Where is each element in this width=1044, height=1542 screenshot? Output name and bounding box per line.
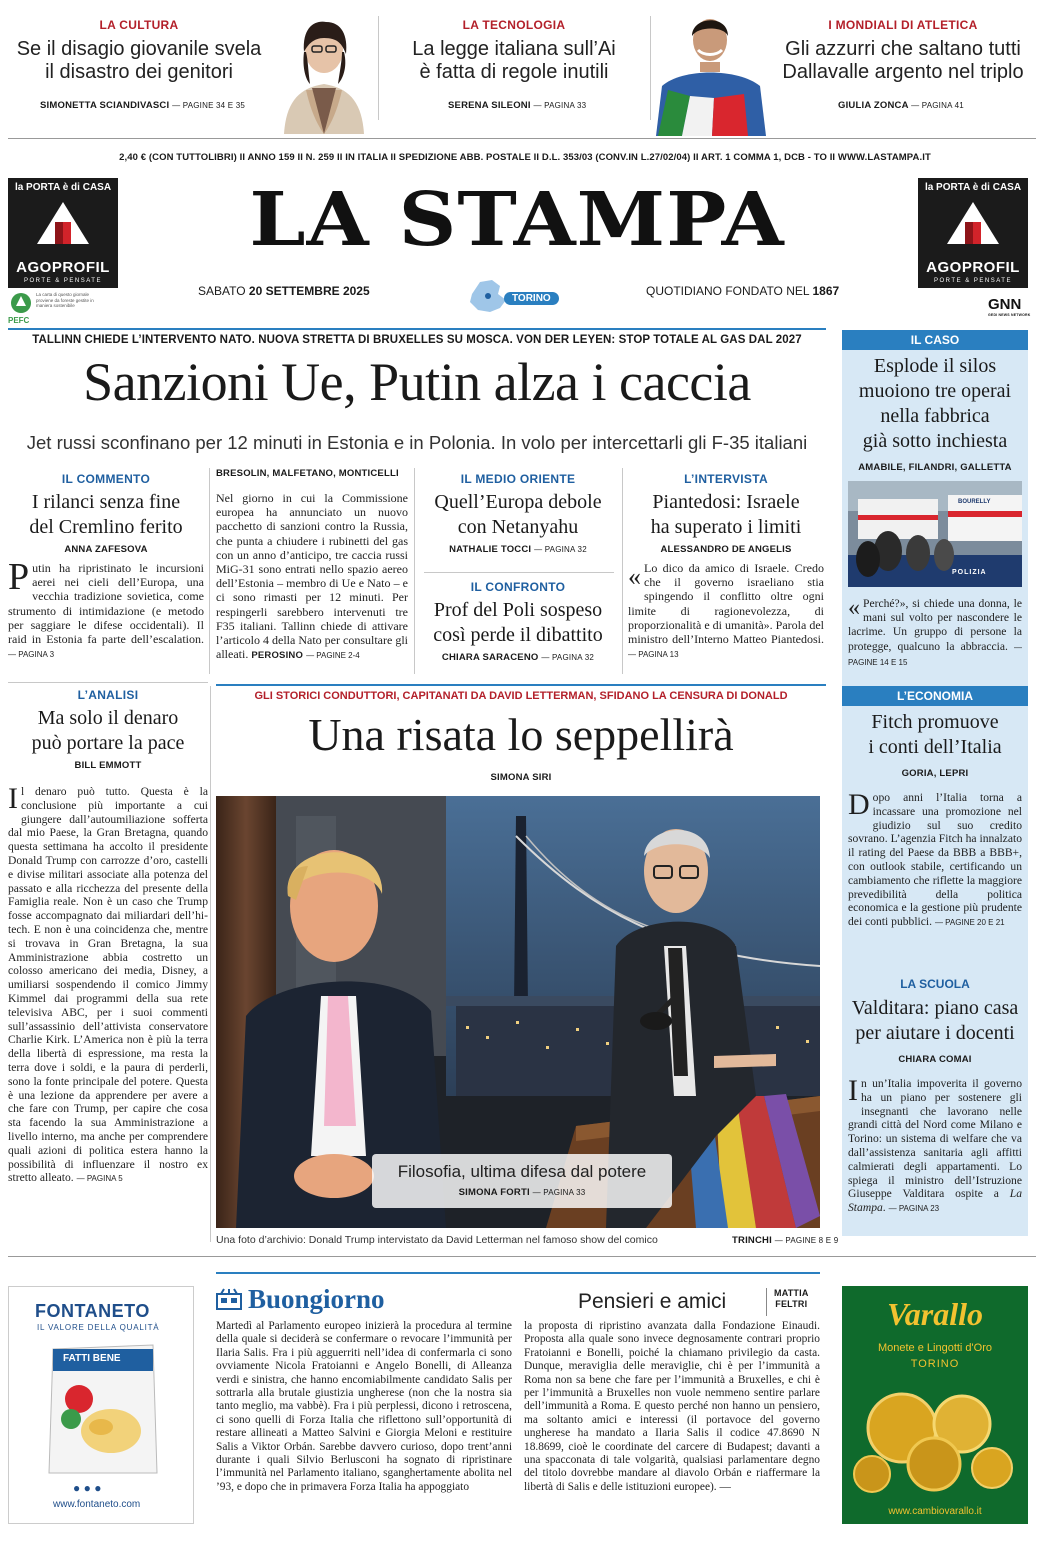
top-rule — [8, 138, 1036, 139]
title-line: del Cremlino ferito — [29, 516, 183, 538]
intervista-title — [628, 490, 824, 540]
philosophy-teaser-byline — [372, 1187, 672, 1198]
title-line: Fitch promuove — [871, 711, 999, 733]
confronto-article[interactable] — [418, 574, 618, 674]
title-line: Valditara: piano casa — [851, 997, 1019, 1019]
il-caso-kicker: IL CASO — [842, 330, 1028, 350]
right-sidebar — [842, 330, 1028, 1236]
page-ref: — PAGINE 8 E 9 — [774, 1236, 839, 1245]
title-line: Prof del Poli sospeso — [433, 599, 603, 621]
quote-mark: « — [848, 595, 860, 621]
letterman-overline: GLI STORICI CONDUTTORI, CAPITANATI DA DAVID LETTERMAN, SFIDANO LA CENSURA DI DONALD — [254, 690, 788, 702]
buongiorno-author — [774, 1288, 809, 1310]
title-line: Esplode il silos — [873, 355, 997, 377]
letterman-author: SIMONA SIRI — [490, 772, 552, 783]
analisi-kicker: L’ANALISI — [77, 688, 139, 702]
title-line: già sotto inchiesta — [862, 430, 1008, 452]
author: NATHALIE TOCCI — [449, 544, 532, 555]
page-ref: — PAGINA 32 — [541, 653, 595, 662]
body-text: utin ha ripristinato le incursioni aerei nei cieli dell’Europa, una vecchia tradizione sovietica, come strumento di intimidazione (e metodo per saggiare le difese occidentali). Il raid in Estonia fa parte dell’escalation. — [8, 561, 204, 647]
varallo-sub1: Monete e Lingotti d'Oro — [877, 1342, 992, 1354]
masthead-logo[interactable] — [190, 172, 844, 268]
founded-line — [646, 284, 839, 298]
lead-headline[interactable]: Sanzioni Ue, Putin alza i caccia — [83, 352, 751, 412]
analisi-author: BILL EMMOTT — [74, 760, 142, 771]
news-byline: BRESOLIN, MALFETANO, MONTICELLI — [216, 468, 399, 479]
ad-brand: AGOPROFIL — [926, 259, 1020, 276]
buongiorno-title: Buongiorno — [248, 1284, 385, 1314]
instagram-icon[interactable]: ● — [83, 1481, 91, 1495]
title-line: I rilanci senza fine — [31, 491, 181, 513]
medio-oriente-title — [418, 490, 618, 540]
fontaneto-pack-label: FATTI BENE — [63, 1353, 121, 1364]
body-text: n un’Italia impoverita il governo ha un piano per sostenere gli insegnanti che lavorano nelle grandi città del Nord come Milano e Torino: un sistema di welfare che va dall’assistenza sanitaria agli affitti calmierati degli appartamenti. Lo spiega il ministro dell’Istruzione Giuseppe Valditara ospite a — [848, 1077, 1022, 1201]
author: TRINCHI — [732, 1235, 772, 1246]
confronto-title — [418, 598, 618, 648]
varallo-ad[interactable] — [842, 1286, 1028, 1524]
economia-authors: GORIA, LEPRI — [901, 768, 969, 779]
body-end: . — [882, 1201, 886, 1215]
title-line: può portare la pace — [31, 732, 185, 754]
dropcap: I — [848, 1074, 858, 1107]
scuola-kicker: LA SCUOLA — [900, 977, 970, 991]
buongiorno-icon — [216, 1288, 242, 1310]
teaser-separator — [378, 16, 379, 120]
gnn-sub: GEDI NEWS NETWORK — [988, 313, 1031, 317]
il-caso-authors: AMABILE, FILANDRI, GALLETTA — [858, 462, 1012, 473]
scuola-author: CHIARA COMAI — [898, 1054, 972, 1065]
photo-caption: Una foto d’archivio: Donald Trump intervistato da David Letterman nel famoso show del comico — [216, 1234, 658, 1246]
title-line: ha superato i limiti — [650, 516, 802, 538]
founded-year: 1867 — [812, 284, 840, 298]
section-rule — [216, 684, 826, 686]
analisi-article[interactable] — [8, 686, 208, 1246]
photo-sign-ambulance: BOURELLY — [958, 499, 991, 505]
edition-label: TORINO — [504, 292, 559, 305]
title-line: Ma solo il denaro — [37, 707, 179, 729]
ad-tagline: la PORTA è di CASA — [14, 182, 112, 193]
top-teaser-cultura[interactable] — [8, 14, 270, 124]
teaser-byline — [838, 100, 964, 111]
ad-tagline: la PORTA è di CASA — [924, 182, 1022, 193]
photo-sign-police: POLIZIA — [952, 569, 987, 576]
page-ref: — PAGINA 3 — [8, 650, 55, 660]
teaser-photo-woman — [276, 8, 372, 134]
founded-prefix: QUOTIDIANO FONDATO NEL — [646, 284, 810, 298]
gnn-logo — [988, 296, 1030, 317]
il-caso-title — [848, 354, 1022, 454]
teaser-author: SIMONETTA SCIANDIVASCI — [40, 100, 170, 111]
ad-sub: PORTE & PENSATE — [934, 278, 1012, 284]
body-text: Nel giorno in cui la Commissione europea ha annunciato un nuovo pacchetto di sanzioni contro la Russia, che punta a chiudere i rubinetti del gas con un anno d’anticipo, tre caccia russi MiG-31 sono entrati nello spazio aereo dell’Estonia – membro di Ue e Nato – e ci sono rimasti per 12 minuti. Per respingerli sarebbero intervenuti tre F35 italiani. Tallinn chiede di attivare l’articolo 4 della Nato per consultare gli alleati. — [216, 491, 408, 662]
varallo-url[interactable]: www.cambiovarallo.it — [888, 1506, 982, 1517]
intervista-article[interactable] — [628, 466, 824, 676]
buongiorno-rule — [216, 1272, 820, 1274]
newspaper-name: La Stampa — [848, 1187, 1022, 1215]
ad-sub: PORTE & PENSATE — [24, 278, 102, 284]
commento-title — [8, 490, 204, 540]
page-ref: — PAGINA 13 — [628, 650, 679, 660]
column-separator — [210, 686, 211, 1242]
fontaneto-ad[interactable] — [8, 1286, 194, 1524]
gold-coins-icon — [842, 1376, 1028, 1496]
intervista-body — [628, 561, 824, 662]
body-text: opo anni l’Italia torna a incassare una promozione nel giudizio sul suo credito sovrano. L’agenzia Fitch ha innalzato il rating del Paese da BBB a BBB+, con outlook stabile, certificando un cambiamento che riflette la maggiore prevedibilità della politica economica e la gestione più prudente dei conti pubblici. — [848, 791, 1022, 929]
title-line: muoiono tre operai — [858, 380, 1012, 402]
medio-oriente-kicker: IL MEDIO ORIENTE — [460, 472, 576, 486]
tree-icon — [10, 292, 32, 314]
title-line: Quell’Europa debole — [434, 491, 602, 513]
teaser-title-line: Gli azzurri che saltano tutti — [785, 38, 1021, 60]
teaser-title — [8, 38, 270, 84]
teaser-title-line: il disastro dei genitori — [45, 61, 233, 83]
page-ref: — PAGINA 5 — [76, 1174, 123, 1184]
page-ref: — PAGINE 14 E 15 — [848, 642, 1022, 667]
lead-deck: Jet russi sconfinano per 12 minuti in Estonia e in Polonia. In volo per intercettarli gli F-35 italiani — [26, 432, 808, 453]
dropcap: I — [8, 782, 18, 815]
title-line: così perde il dibattito — [433, 624, 603, 646]
teaser-separator — [650, 16, 651, 120]
buongiorno-col1: Martedì al Parlamento europeo inizierà la procedura al termine della quale si deciderà se confermare o revocare l’immunità per Ilaria Salis. Fra i più agguerriti nell’idea di confermarla ci sono ovviamente Nicola Fratoianni e Angelo Bonelli, di Alleanza verdi e sinistra, che hanno encomiabilmente candidato Salis per sottrarla alla brutale giustizia ungherese (non che la nostra sia tanto meglio, ma vabbè). Fra i più perplessi, dicono i retroscena, ci sono quelli di Forza Italia che riflettono sull’opportunità di restare allineati a Matteo Salvini e Giorgia Meloni e restituire Salis a Viktor Orbán. Sarebbe davvero curioso, dopo trent’anni durante i quali Silvio Berlusconi ha sognato di ripristinare l’immunità nel Parlamento italiano, sganghertamente abolita nel ’93, e dopo che in primavera Forza Italia ha appoggiato — [216, 1320, 512, 1493]
gnn-label: GNN — [988, 296, 1022, 313]
philosophy-teaser-title: Filosofia, ultima difesa dal potere — [397, 1162, 647, 1181]
price-line: 2,40 € (CON TUTTOLIBRI) II ANNO 159 II N. 259 II IN ITALIA II SPEDIZIONE ABB. POSTALE II D.L. 353/03 (CONV.IN L.27/02/04) II ART. 1 COMMA 1, DCB - TO II WWW.LASTAMPA.IT — [119, 152, 931, 163]
fontaneto-url[interactable]: www.fontaneto.com — [53, 1499, 141, 1510]
pefc-logo — [8, 292, 118, 328]
medio-oriente-article[interactable] — [418, 466, 618, 568]
bottom-rule — [8, 1256, 1036, 1257]
lead-overline: TALLINN CHIEDE L’INTERVENTO NATO. NUOVA STRETTA DI BRUXELLES SU MOSCA. VON DER LEYEN: STOP TOTALE AL GAS DAL 2027 — [32, 334, 802, 346]
body-text: l denaro può tutto. Questa è la conclusione più importante a cui giungere dall’autoumiliazione sofferta dal mio Paese, la Gran Bretagna, quando questa settimana ha accolto il presidente Donald Trump con carrozze d’oro, castelli e divise militari associate alla potenza del passato e alla ricchezza del presente della Famiglia reale. Non è un caso che Trump fosse accompagnato dai miliardari dell’hi-tech. E non è una coincidenza che, mentre si trovava in Gran Bretagna, la sua Amministrazione abbia costretto un colosso americano dei media, Disney, a umiliarsi sospendendo il comico Jimmy Kimmel dai programmi della sua rete televisiva ABC, per i suoi commenti sull’assassinio dell’attivista conservatore Charlie Kirk. L’America non è più la terra della libertà di espressione, ma resta la terra dove i soldi, e la paura di perderli, sono la fonte principale del potere. Questa è una lezione da apprendere per avere a che fare con Trump, per capire che cosa sta facendo la sua Amministrazione a livello interno, ma anche per comprendere quali azioni di politica estera hanno la possibilità di influenzare il nostro ex stretto alleato. — [8, 785, 208, 1185]
philosophy-teaser[interactable] — [372, 1154, 672, 1208]
scuola-title — [848, 996, 1022, 1046]
page-ref: — PAGINE 20 E 21 — [934, 918, 1005, 928]
teaser-byline — [40, 100, 245, 111]
pefc-note: La carta di questo giornale proviene da foreste gestite in maniera sostenibile — [36, 292, 94, 308]
intervista-kicker: L’INTERVISTA — [684, 472, 768, 486]
il-caso-article[interactable] — [848, 354, 1022, 684]
date-value: 20 SETTEMBRE 2025 — [248, 284, 370, 298]
social-icons — [73, 1481, 101, 1495]
column-separator — [414, 468, 415, 674]
buongiorno-column[interactable] — [216, 1280, 820, 1536]
analisi-body — [8, 782, 208, 1186]
masthead-title: LA STAMPA — [249, 177, 785, 263]
column-separator — [622, 468, 623, 674]
teaser-author: GIULIA ZONCA — [838, 100, 909, 111]
economia-article[interactable] — [848, 710, 1022, 929]
news-body — [216, 491, 408, 663]
top-teaser-atletica[interactable] — [770, 14, 1036, 124]
confronto-byline — [418, 652, 618, 663]
body-text: Perché?», si chiede una donna, le mani sul volto per nascondere le lacrime. Un gruppo di persone la protegge, qualcuno la abbraccia. — [848, 597, 1022, 653]
teaser-photo-athlete — [652, 6, 770, 136]
row-separator — [424, 572, 614, 573]
author: CHIARA SARACENO — [441, 652, 539, 663]
title-line: con Netanyahu — [457, 516, 579, 538]
page-ref: — PAGINA 33 — [532, 1188, 586, 1197]
commento-body — [8, 556, 204, 662]
varallo-sub2: TORINO — [910, 1358, 960, 1370]
issue-date — [198, 284, 370, 298]
row-separator — [8, 682, 208, 683]
scuola-article[interactable] — [848, 996, 1022, 1232]
author-first: MATTIA — [774, 1288, 809, 1298]
scuola-body — [848, 1074, 1022, 1216]
teaser-title-line: La legge italiana sull’Ai — [412, 38, 616, 60]
lead-news-article[interactable] — [216, 466, 408, 676]
door-logo-icon — [33, 198, 93, 248]
lead-rule — [8, 328, 826, 330]
title-line: Piantedosi: Israele — [652, 491, 800, 513]
fontaneto-sub: IL VALORE DELLA QUALITÀ — [37, 1323, 160, 1332]
buongiorno-subtitle: Pensieri e amici — [578, 1290, 727, 1313]
medio-oriente-byline — [418, 544, 618, 555]
commento-kicker: IL COMMENTO — [61, 472, 151, 486]
teaser-title — [770, 38, 1036, 84]
letterman-headline[interactable]: Una risata lo seppellirà — [308, 709, 734, 760]
page-ref: — PAGINA 23 — [888, 1204, 940, 1214]
buongiorno-col2: la proposta di ripristino avanzata dalla Fondazione Einaudi. Proposta alla quale sono invece degnosamente contrari proprio Fratoianni e Bonelli, poiché la chiamano privilegio da casta. Dunque, meraviglia delle meraviglie, chi è per l’immunità a Roma non sa bene che fare per l’immunità a Bruxelles, e chi è per l’immunità a Bruxelles non vuole nemmeno sentire parlare dell’immunità a Roma. E questo perché non hanno un pensiero, ma soltanto amici e interessi (il portavoce del governo ungherese ha mandato a Ilaria Salis il codice 47.8690 N 18.8699, cioè le coordinate del carcere di Budapest; davanti a una spacconata di tale volgarità, qualsiasi parlamentare degno del titolo dovrebbe mandare al diavolo Orbán e riaffermare la libertà di Salis e delle istituzioni europee). — — [524, 1320, 820, 1493]
teaser-kicker: I MONDIALI DI ATLETICA — [828, 18, 978, 32]
silos-photo — [848, 481, 1022, 587]
varallo-brand: Varallo — [886, 1296, 984, 1332]
il-caso-body — [848, 597, 1022, 670]
commento-article[interactable] — [8, 466, 204, 676]
title-line: per aiutare i docenti — [855, 1022, 1015, 1044]
intervista-author: ALESSANDRO DE ANGELIS — [660, 544, 792, 555]
teaser-title-line: Se il disagio giovanile svela — [16, 38, 262, 60]
fontaneto-brand: FONTANETO — [35, 1301, 150, 1321]
economia-body — [848, 788, 1022, 930]
news-author-end: PEROSINO — [251, 650, 304, 662]
page-ref: — PAGINE 2-4 — [306, 651, 360, 661]
title-line: nella fabbrica — [880, 405, 990, 427]
date-prefix: SABATO — [198, 284, 246, 298]
top-teaser-tecnologia[interactable] — [382, 14, 646, 124]
teaser-kicker: LA TECNOLOGIA — [462, 18, 566, 32]
dropcap: P — [8, 556, 30, 598]
page-ref: — PAGINA 32 — [534, 545, 587, 554]
edition-badge[interactable] — [466, 276, 570, 316]
dropcap: D — [848, 788, 870, 821]
column-separator — [209, 468, 210, 674]
teaser-page: — PAGINA 41 — [911, 101, 964, 110]
quote-mark: « — [628, 562, 641, 591]
commento-author: ANNA ZAFESOVA — [64, 544, 148, 555]
letterman-trump-photo[interactable] — [216, 796, 820, 1228]
economia-title — [848, 710, 1022, 760]
title-line: i conti dell’Italia — [868, 736, 1002, 758]
agoprofil-ad-left[interactable] — [8, 178, 118, 288]
ad-brand: AGOPROFIL — [16, 259, 110, 276]
author: SIMONA FORTI — [458, 1187, 530, 1198]
teaser-title — [382, 38, 646, 84]
economia-kicker: L’ECONOMIA — [842, 686, 1028, 706]
teaser-author: SERENA SILEONI — [448, 100, 531, 111]
agoprofil-ad-right[interactable] — [918, 178, 1028, 288]
facebook-icon[interactable]: ● — [73, 1481, 81, 1495]
confronto-kicker: IL CONFRONTO — [470, 580, 566, 594]
door-logo-icon — [943, 198, 1003, 248]
pefc-label: PEFC — [8, 316, 30, 325]
teaser-page: — PAGINA 33 — [533, 101, 587, 110]
teaser-page: — PAGINE 34 E 35 — [172, 101, 246, 110]
youtube-icon[interactable]: ● — [94, 1481, 102, 1495]
teaser-byline — [448, 100, 586, 111]
photo-credit — [732, 1235, 838, 1246]
teaser-kicker: LA CULTURA — [99, 18, 179, 32]
author-last: FELTRI — [775, 1299, 808, 1309]
analisi-title — [8, 706, 208, 756]
teaser-title-line: è fatta di regole inutili — [419, 61, 609, 83]
body-text: Lo dico da amico di Israele. Credo che il governo israeliano stia spingendo il conflitto oltre ogni limite di ragionevolezza, di proporzionalità e di umanità». Parola del ministro dell’Interno Matteo Piantedosi. — [628, 561, 824, 647]
teaser-title-line: Dallavalle argento nel triplo — [782, 61, 1024, 83]
author-separator — [766, 1288, 767, 1316]
